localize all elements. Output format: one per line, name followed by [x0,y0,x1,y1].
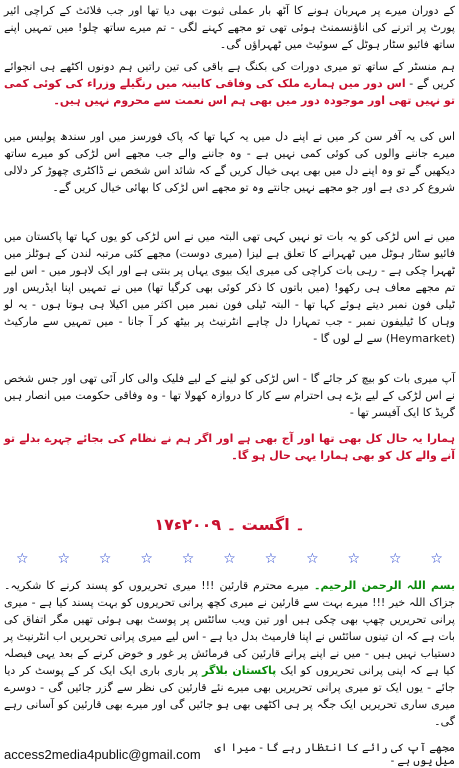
paragraph-2 [4,58,455,109]
paragraph-6 [4,430,455,464]
star-icon: ☆ [223,551,236,567]
email-prompt: مجھے آپ کی رائے کا انتظار رہے گا - میرا ای میل یوں ہے - [214,742,455,767]
closing-note [4,577,455,730]
paragraph-2-text: ہم منسٹر کے ساتھ تو میری دورات کی بکنگ ہے باقی کی تین راتیں ہم دونوں اکٹھے ہی انجوائے کریں گے - [4,60,456,90]
paragraph-5-text: آپ میری بات کو بیچ کر جائے گا - اس لڑکی کو لینے کے لیے فلیک والی کار آئی تھی اور جس شخص نے اس لڑکی کے لیے بڑے ہی احترام سے کار کا دروازہ کھولا تھا - وہ وفاقی حکومت میں انصار ہیں گریڈ کا ایک آفیسر تھا - [4,372,455,419]
star-icon: ☆ [347,551,361,567]
star-icon: ☆ [181,551,195,567]
email-address[interactable]: access2media4public@gmail.com [4,746,201,762]
star-icon: ☆ [140,551,153,567]
paragraph-6-highlight: ہمارا یہ حال کل بھی تھا اور آج بھی ہے اور اگر ہم نے نظام کی بجائے چہرے بدلے تو آنے والے کل کو بھی ہمارا یہی حال ہو گا۔ [4,432,455,462]
closing-text-2: پر باری باری ایک ایک کر کے پوسٹ کر دیا جائے - یوں ایک تو میری پرانی تحریریں بھی میرے نئے قارئین کی نظر سے گزر جائیں گی - دوسرے میری ساری تحریریں ایک جگہ پر ہی اکٹھی بھی ہو جائیں گی اور میرے بھی قارئین کو آسانی رہے گی۔ [4,664,455,728]
paragraph-1 [4,2,455,53]
star-divider [0,551,459,567]
closing-text-1: میرے محترم قارئین !!! میری تحریروں کو پسند کرنے کا شکریہ۔ جزاک اللہ خیر !!! میرے بہت سے قارئین نے میری کچھ پرانی تحریروں کو بہت پسند کیا ہے - میری پرانی تحریریں چھپ بھی چکی ہیں اور تین ویب سائٹس پر پوسٹ بھی ہوئی تھیں مگر اتفاق کی بات ہے کہ ان تینوں سائٹس نے اپنا فارمیٹ بدل دیا ہے - اس لیے میری پرانی تحریریں اب انٹرنیٹ پر دستیاب نہیں ہیں - میں نے اپنے پرانے قارئین کی فرمائش پر غور و خوض کرنے کے بعد یہی فیصلہ کیا ہے کہ اپنی پرانی تحریروں کو ایک [4,579,455,677]
star-icon: ☆ [430,551,443,567]
paragraph-3 [4,128,455,196]
paragraph-4 [4,228,455,347]
paragraph-3-text: اس کی یہ آفر سن کر میں نے اپنے دل میں یہ کہا تھا کہ پاک فورسز میں اور سندھ پولیس میں میرے جاننے والوں کی کوئی کمی نہیں ہے - وہ جاننے والے جب مجھے اس لڑکی کو میرے ساتھ دیکھیں گے تو وہ اپنے دل میں بھی یہی خیال کریں گے کہ شائد اس شخص نے ڈاکٹری چھوڑ کر دلالی شروع کر دی ہے اور جو مجھے نہیں جانتے وہ تو مجھے اس لڑکی کا بھائی خیال کریں گے۔ [4,130,455,194]
article-date: ۱۷۔ اگست ۔ ۲۰۰۹ء [154,515,305,534]
email-footer [4,742,455,767]
star-icon: ☆ [264,551,278,567]
paragraph-2-highlight: اس دور میں ہمارے ملک کی وفاقی کابینہ میں رنگیلے وزراء کی کوئی کمی تو نہیں تھی اور موجودہ دور میں بھی ہم اس نعمت سے محروم نہیں ہیں۔ [4,77,455,107]
paragraph-4-text: میں نے اس لڑکی کو یہ بات تو نہیں کہی تھی البتہ میں نے اس لڑکی کو یوں کہا تھا پاکستان میں فائیو سٹار ہوٹل میں ٹھہرانے کا تعلق ہے لیزا (میری دوست) مجھے کئی مرتبہ لندن کے ہوٹلز میں ٹھہرا چکی ہے - رہی بات کراچی کی میری ایک بیوی یہاں پر بنتی ہے اور ایک لاہور میں - اس لیے تم مجھے معاف ہی رکھو! (میں باتوں کا ذکر کوئی بھی کرگیا تھا) میں نے تمہیں اپنا ایڈریس اور ٹیلی فون نمبر دیتے ہوئے کہا تھا - البتہ ٹیلی فون نمبر میں اکثر میں اکیلا ہی ہوتا ہوں - یہ لو وہاں کا ٹیلیفون نمبر - جب تمہارا دل چاہے انٹرنیٹ پر بیٹھ کر آ جانا - میں تمہیں سے مارکیٹ (Heymarket) سے لے لوں گا - [4,230,455,345]
star-icon: ☆ [306,551,319,567]
pakistan-blogger-link[interactable]: پاکستان بلاگر [202,664,277,677]
star-icon: ☆ [16,551,29,567]
star-icon: ☆ [57,551,70,567]
star-icon: ☆ [388,551,402,567]
paragraph-1-text: کے دوران میرے پر مہربان ہونے کا آٹھ بار عملی ثبوت بھی دیا تھا اور جب فلائٹ کے کراچی ائیر پورٹ پر اترنے کی اناؤنسمنٹ ہوئی تھی تو مجھے کہنے لگی - تم میرے ساتھ چلو! میں تمہیں اپنے ساتھ فائیو سٹار ہوٹل کے سوئیٹ میں ٹھہراؤں گی۔ [4,4,455,51]
closing-intro: بسم اللہ الرحمن الرحیم۔ [314,579,455,592]
paragraph-5 [4,370,455,421]
star-icon: ☆ [98,551,112,567]
